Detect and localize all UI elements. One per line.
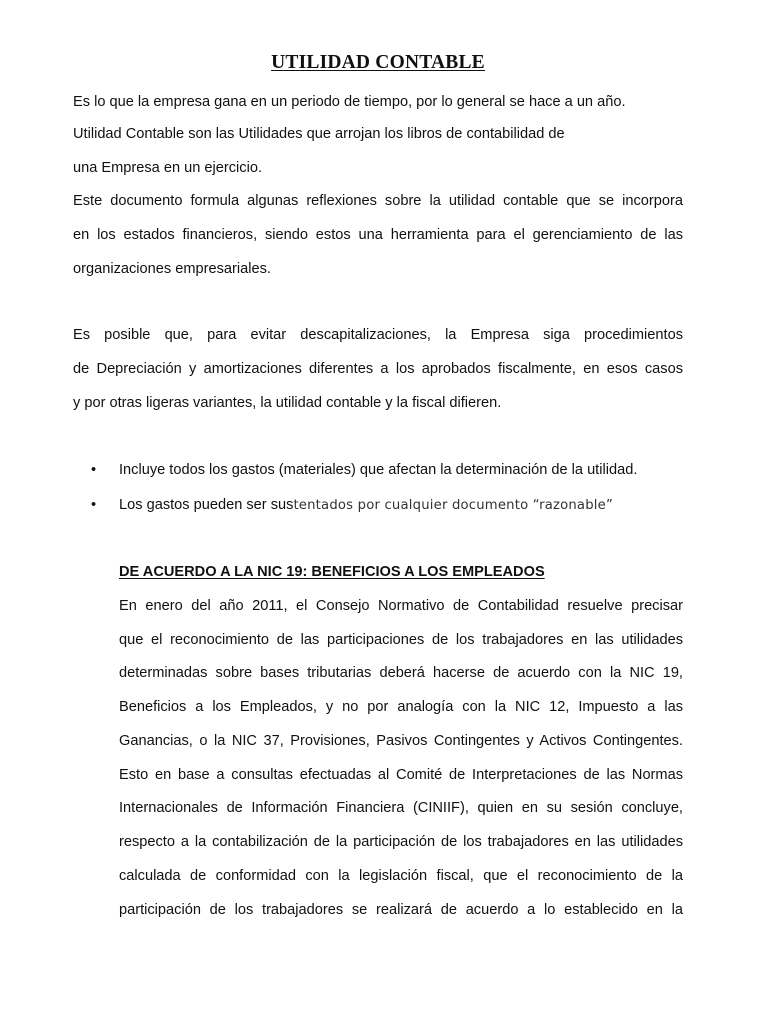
section-line: participación de los trabajadores se realizará de acuerdo a lo establecido en la bbox=[119, 902, 683, 918]
paragraph-line: y por otras ligeras variantes, la utilidad contable y la fiscal difieren. bbox=[73, 395, 502, 411]
intro-line: Es lo que la empresa gana en un periodo de tiempo, por lo general se hace a un año. bbox=[73, 94, 626, 110]
section-line: calculada de conformidad con la legislación fiscal, que el reconocimiento de la bbox=[119, 868, 683, 884]
paragraph-line: Este documento formula algunas reflexiones sobre la utilidad contable que se incorpora bbox=[73, 193, 683, 209]
bullet-item-text: Los gastos pueden ser sus bbox=[119, 497, 294, 513]
section-line: determinadas sobre bases tributarias deberá hacerse de acuerdo con la NIC 19, bbox=[119, 665, 683, 681]
bullet-item: Incluye todos los gastos (materiales) que afectan la determinación de la utilidad. bbox=[119, 462, 638, 478]
bullet-item bbox=[119, 496, 683, 515]
section-line: que el reconocimiento de las participaciones de los trabajadores en las utilidades bbox=[119, 632, 683, 648]
section-line: En enero del año 2011, el Consejo Normativo de Contabilidad resuelve precisar bbox=[119, 598, 683, 614]
paragraph-line: Es posible que, para evitar descapitalizaciones, la Empresa siga procedimientos bbox=[73, 327, 683, 343]
section-line: Ganancias, o la NIC 37, Provisiones, Pasivos Contingentes y Activos Contingentes. bbox=[119, 733, 683, 749]
bullet-icon: • bbox=[91, 497, 97, 513]
paragraph-line: de Depreciación y amortizaciones diferentes a los aprobados fiscalmente, en esos casos bbox=[73, 361, 683, 377]
paragraph-line: en los estados financieros, siendo estos una herramienta para el gerenciamiento de las bbox=[73, 227, 683, 243]
paragraph-line: organizaciones empresariales. bbox=[73, 261, 271, 277]
bullet-icon: • bbox=[91, 462, 97, 478]
section-line: Beneficios a los Empleados, y no por analogía con la NIC 12, Impuesto a las bbox=[119, 699, 683, 715]
intro-line: una Empresa en un ejercicio. bbox=[73, 160, 263, 176]
intro-line: Utilidad Contable son las Utilidades que arrojan los libros de contabilidad de bbox=[73, 126, 565, 142]
section-heading: DE ACUERDO A LA NIC 19: BENEFICIOS A LOS EMPLEADOS bbox=[119, 564, 545, 580]
section-line: respecto a la contabilización de la participación de los trabajadores en las utilidades bbox=[119, 834, 683, 850]
section-line: Esto en base a consultas efectuadas al Comité de Interpretaciones de las Normas bbox=[119, 767, 683, 783]
section-line: Internacionales de Información Financiera (CINIIF), quien en su sesión concluye, bbox=[119, 800, 683, 816]
bullet-item-text-alt-font: tentados por cualquier documento “razonable” bbox=[293, 498, 613, 513]
page-title: UTILIDAD CONTABLE bbox=[271, 52, 485, 73]
